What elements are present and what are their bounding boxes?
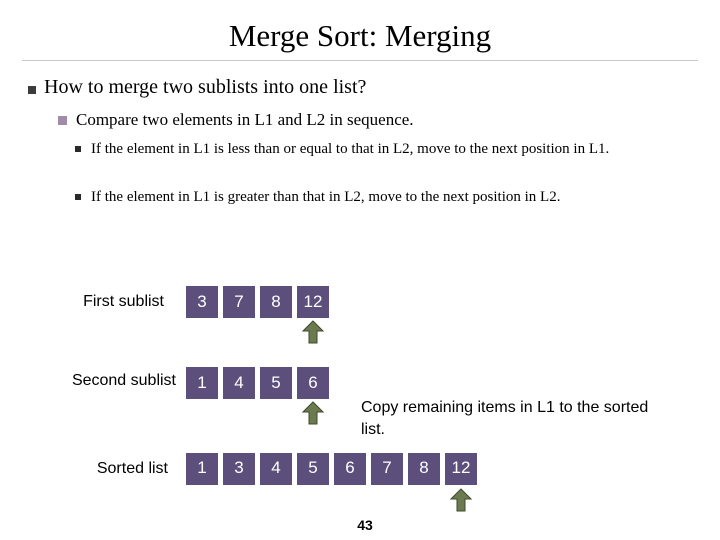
first-sublist-label: First sublist: [83, 293, 164, 310]
second-cell: 6: [297, 367, 333, 399]
slide-title: Merge Sort: Merging: [228, 18, 492, 53]
first-pointer-arrow-icon: [302, 320, 324, 344]
sorted-cell: 1: [186, 453, 222, 485]
bullet-square-icon: [75, 146, 81, 152]
second-cell: 4: [223, 367, 259, 399]
first-cell: 8: [260, 286, 296, 318]
copy-remaining-note: Copy remaining items in L1 to the sorted list.: [361, 399, 649, 438]
page-number: 43: [357, 517, 373, 533]
sorted-cell: 3: [223, 453, 259, 485]
bullet-level2: Compare two elements in L1 and L2 in sequence.: [76, 110, 414, 129]
first-cell: 7: [223, 286, 259, 318]
first-cell: 3: [186, 286, 222, 318]
sorted-cell: 6: [334, 453, 370, 485]
bullet-level1: How to merge two sublists into one list?: [44, 76, 367, 98]
sorted-cell: 8: [408, 453, 444, 485]
bullet-level3-first: If the element in L1 is less than or equal to that in L2, move to the next position in L1.: [91, 141, 610, 157]
sorted-pointer-arrow-icon: [450, 488, 472, 512]
bullet-square-icon: [58, 116, 67, 125]
sorted-list-label: Sorted list: [96, 460, 168, 477]
second-sublist-label: Second sublist: [71, 372, 176, 389]
bullet-level3-second: If the element in L1 is greater than that in L2, move to the next position in L2.: [91, 189, 561, 205]
bullet-square-icon: [28, 86, 36, 94]
sorted-cell: 12: [445, 453, 481, 485]
bullet-square-icon: [75, 194, 81, 200]
sorted-cell: 7: [371, 453, 407, 485]
second-cell: 5: [260, 367, 296, 399]
sorted-cell: 5: [297, 453, 333, 485]
sorted-cell: 4: [260, 453, 296, 485]
title-divider: [22, 60, 698, 61]
second-pointer-arrow-icon: [302, 401, 324, 425]
second-cell: 1: [186, 367, 222, 399]
first-cell: 12: [297, 286, 333, 318]
